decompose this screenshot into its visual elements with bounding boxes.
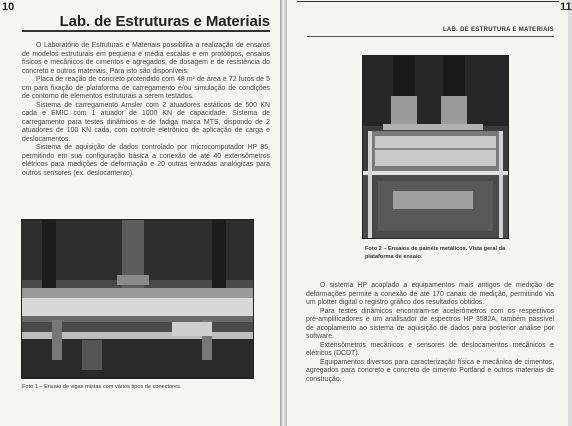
paragraph: Placa de reação de concreto protendido com 48 m² de área e 72 furos de 5 cm para fixação de plataforma de carregamento e/ou simulação de condições de contorno de elementos estruturais a serem testados. xyxy=(22,76,270,100)
photo-2-caption: Foto 2 – Ensaios de painéis metálicos. Vista geral da plataforma de ensaio. xyxy=(365,246,506,260)
paragraph: Sistema de carregamento Amsler com 2 atuadores estáticos de 500 KN cada e EMIC com 1 atuador de 1000 KN de capacidade. Sistema de carregamento para testes dinâmicos e de fadiga marca MTS, dispondo de 2 atuadores de 100 KN cada, com controle eletrônico de aplicação de carga e deslocamentos. xyxy=(22,101,270,143)
top-rule xyxy=(297,1,559,2)
right-page-number: 11 xyxy=(560,1,572,13)
paragraph: Equipamentos diversos para caracterização física e mecânica de cimentos, agregados para concreto e concreto de cimento Portland e outros materiais de construção. xyxy=(306,358,554,383)
running-header: LAB. DE ESTRUTURA E MATERIAIS xyxy=(442,27,554,33)
photo-beam-image xyxy=(22,220,253,378)
paragraph: Para testes dinâmicos encontram-se acelerômetros com os respectivos pré-amplificadores e um analisador de espectros HP 3582A, também passível de acoplamento ao sistema de aquisição de dados para posterior análise por software. xyxy=(306,307,554,340)
left-body-text xyxy=(22,42,270,178)
paragraph: Sistema de aquisição de dados controlado por microcomputador HP 85, permitindo em sua configuração básica a conexão de até 40 extensômetros elétricos para medições de deformação e 20 outras entradas analógicas para outros sensores (ex. deslocamento). xyxy=(22,144,270,177)
paragraph: O Laboratório de Estruturas e Materiais possibilita a realização de ensaios de modelos estruturais em pequena e média escalas e em protótipos, ensaios físicos e mecânicos de cimentos e agregados, de dosagem e de resistência do concreto e outros materiais. Para isto são disponíveis: xyxy=(22,42,270,75)
paragraph: O sistema HP acoplado a equipamentos mais antigos de medição de deformações permite a conexão de até 170 canais de medição, permitindo via um plotter digital o registro gráfico dos resultados obtidos. xyxy=(306,282,554,306)
left-page-number: 10 xyxy=(2,1,15,13)
right-page xyxy=(287,0,572,426)
title-rule xyxy=(22,30,270,32)
photo-panel-image xyxy=(363,56,508,238)
book-gutter xyxy=(280,0,287,426)
photo-1-caption: Foto 1 – Ensaio de vigas mistas com vários tipos de conectores. xyxy=(22,384,182,390)
page-title: Lab. de Estruturas e Materiais xyxy=(59,13,270,30)
photo-metal-panel-test xyxy=(362,55,509,239)
photo-composite-beam-test xyxy=(21,219,254,379)
left-page xyxy=(0,0,280,426)
right-body-text xyxy=(306,282,554,384)
paragraph: Extensômetros mecânicos e sensores de deslocamentos mecânicos e elétricos (DCDT). xyxy=(306,341,554,357)
header-rule xyxy=(307,36,554,37)
